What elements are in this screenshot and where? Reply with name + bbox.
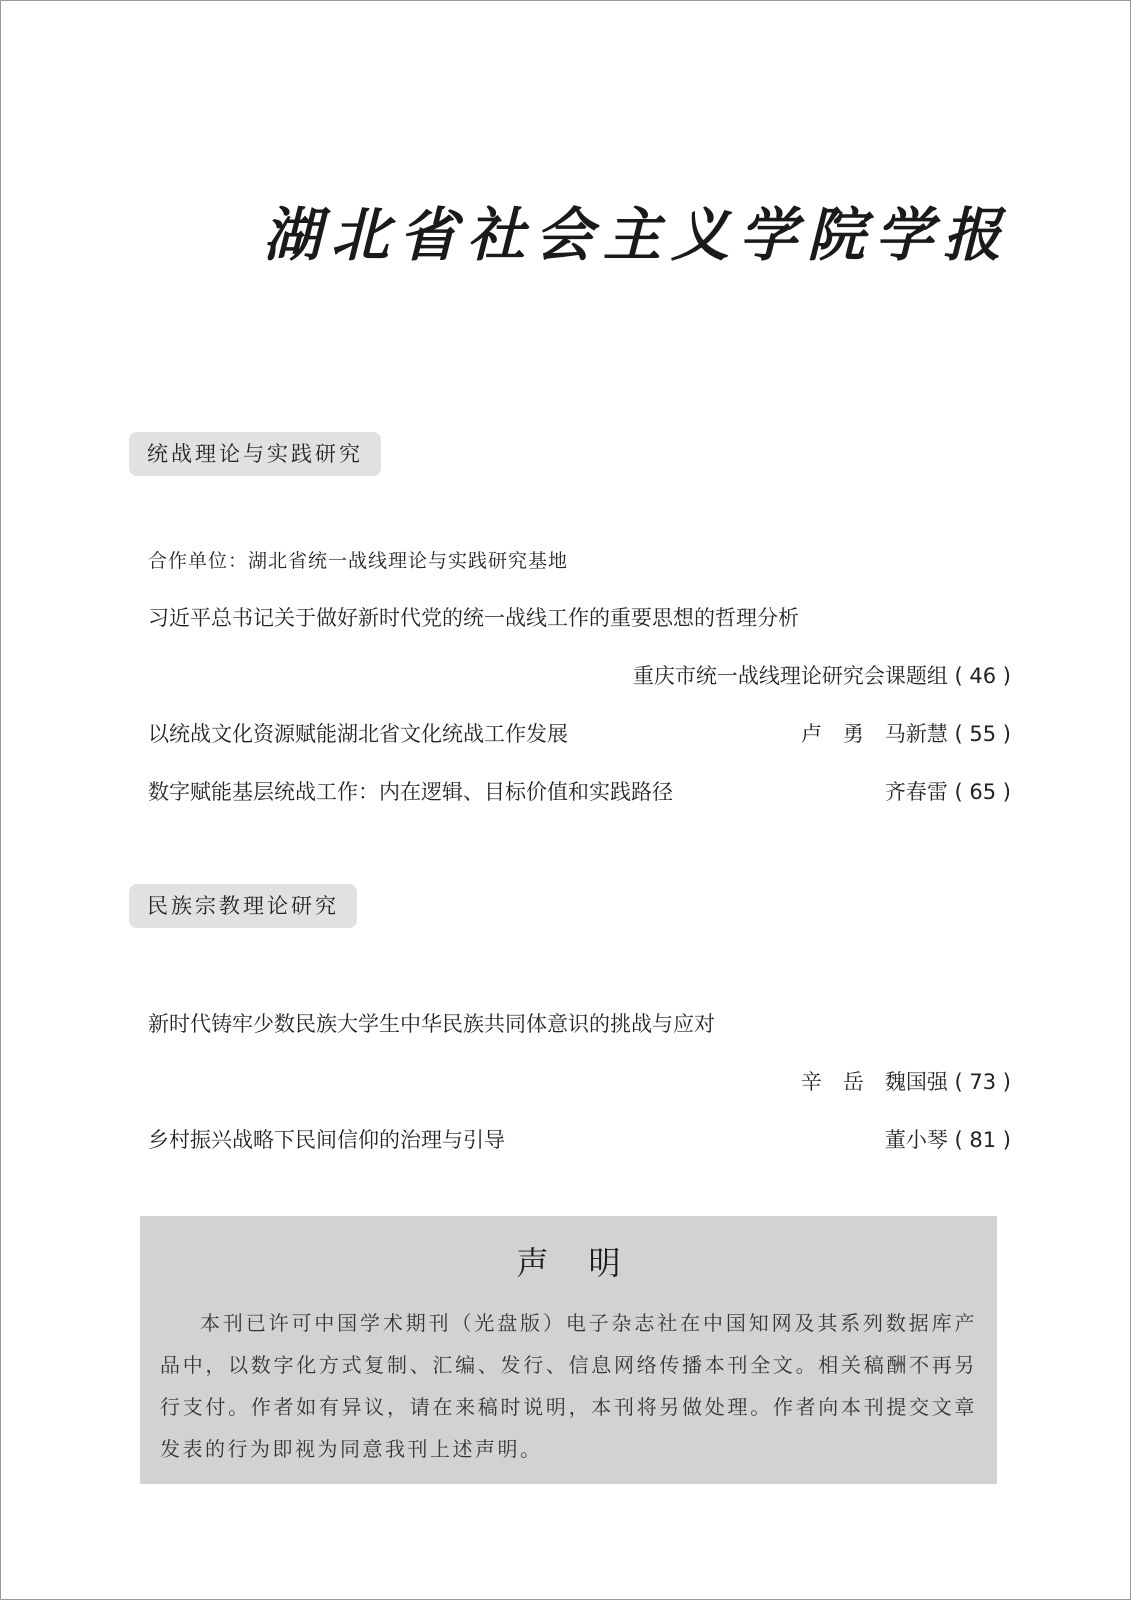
article-byline: [633, 660, 1011, 690]
article-author: 齐春雷: [884, 780, 948, 804]
article-page: ( 65 ): [954, 780, 1011, 804]
article-title[interactable]: 乡村振兴战略下民间信仰的治理与引导: [148, 1128, 505, 1152]
section-heading-united-front: 统战理论与实践研究: [129, 432, 381, 476]
article-author: 董小琴: [884, 1128, 948, 1152]
article-author: 重庆市统一战线理论研究会课题组: [632, 664, 948, 688]
article-title[interactable]: 习近平总书记关于做好新时代党的统一战线工作的重要思想的哲理分析: [148, 606, 799, 630]
article-page: ( 81 ): [954, 1128, 1011, 1152]
article-author: 辛 岳 魏国强: [800, 1070, 948, 1094]
article-page: ( 55 ): [954, 722, 1011, 746]
article-page: ( 46 ): [954, 664, 1011, 688]
article-title[interactable]: 以统战文化资源赋能湖北省文化统战工作发展: [148, 722, 568, 746]
article-byline: [801, 1066, 1011, 1096]
article-author: 卢 勇 马新慧: [800, 722, 948, 746]
article-byline: [885, 776, 1011, 806]
article-title[interactable]: 数字赋能基层统战工作：内在逻辑、目标价值和实践路径: [148, 780, 673, 804]
notice-body: 本刊已许可中国学术期刊（光盘版）电子杂志社在中国知网及其系列数据库产品中，以数字化方式复制、汇编、发行、信息网络传播本刊全文。相关稿酬不再另行支付。作者如有异议，请在来稿时说明，本刊将另做处理。作者向本刊提交文章发表的行为即视为同意我刊上述声明。: [160, 1311, 977, 1461]
section-heading-ethnic-religious: 民族宗教理论研究: [129, 884, 357, 928]
copyright-notice: [140, 1216, 997, 1484]
cooperation-text: 合作单位：湖北省统一战线理论与实践研究基地: [148, 550, 569, 572]
notice-title: 声明: [516, 1244, 661, 1282]
article-title[interactable]: 新时代铸牢少数民族大学生中华民族共同体意识的挑战与应对: [148, 1012, 715, 1036]
article-byline: [801, 718, 1011, 748]
journal-title: 湖北省社会主义学院学报: [262, 201, 1011, 269]
article-page: ( 73 ): [954, 1070, 1011, 1094]
article-byline: [885, 1124, 1011, 1154]
